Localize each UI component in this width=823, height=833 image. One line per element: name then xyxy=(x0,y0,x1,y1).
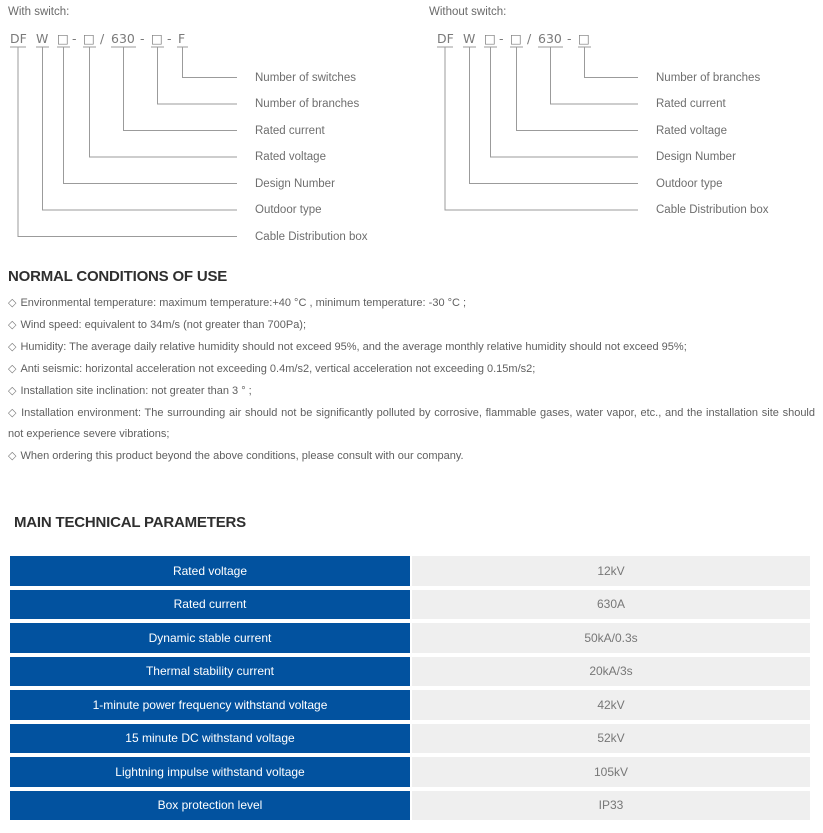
table-row xyxy=(10,590,810,620)
condition-item xyxy=(8,380,815,402)
param-name-cell: 1-minute power frequency withstand voltage xyxy=(10,690,410,720)
table-row xyxy=(10,690,810,720)
diamond-bullet-icon: ◇ xyxy=(8,362,17,375)
param-value-cell: 630A xyxy=(412,590,810,620)
code-label: Rated current xyxy=(255,124,325,137)
code-label: Cable Distribution box xyxy=(656,204,769,216)
condition-text: Anti seismic: horizontal acceleration not exceeding 0.4m/s2, vertical acceleration not exceeding 0.15m/s2; xyxy=(20,363,536,375)
param-value-cell: 42kV xyxy=(412,690,810,720)
parameters-table xyxy=(10,556,810,824)
condition-item xyxy=(8,445,815,467)
condition-text: Installation environment: The surrounding air should not be significantly polluted by corrosive, flammable gases, water vapor, etc., and the installation site should not experience severe vibrations; xyxy=(8,407,815,440)
code-token: - xyxy=(567,31,572,46)
condition-text: When ordering this product beyond the above conditions, please consult with our company. xyxy=(20,450,464,462)
code-token: 630 xyxy=(538,31,562,46)
param-value-cell: 52kV xyxy=(412,724,810,754)
param-value-cell: 12kV xyxy=(412,556,810,586)
code-label: Design Number xyxy=(255,177,335,190)
code-label: Outdoor type xyxy=(656,177,723,190)
param-name-cell: Lightning impulse withstand voltage xyxy=(10,757,410,787)
diamond-bullet-icon: ◇ xyxy=(8,340,17,353)
code-token: / xyxy=(527,31,532,46)
param-name-cell: Thermal stability current xyxy=(10,657,410,687)
table-row xyxy=(10,791,810,821)
condition-item xyxy=(8,336,815,358)
param-name-cell: Dynamic stable current xyxy=(10,623,410,653)
code-placeholder-box: □ xyxy=(484,31,496,46)
param-name-cell: 15 minute DC withstand voltage xyxy=(10,724,410,754)
code-token: DF xyxy=(437,31,454,46)
code-label: Design Number xyxy=(656,151,736,163)
section-heading-normal-conditions: NORMAL CONDITIONS OF USE xyxy=(8,268,228,285)
param-value-cell: 105kV xyxy=(412,757,810,787)
code-placeholder-box: □ xyxy=(57,31,69,46)
table-row xyxy=(10,657,810,687)
code-placeholder-box: □ xyxy=(83,31,95,46)
code-placeholder-box: □ xyxy=(151,31,163,46)
condition-text: Wind speed: equivalent to 34m/s (not greater than 700Pa); xyxy=(20,319,307,331)
param-name-cell: Rated voltage xyxy=(10,556,410,586)
param-name-cell: Box protection level xyxy=(10,791,410,821)
code-placeholder-box: □ xyxy=(510,31,522,46)
code-label: Number of branches xyxy=(255,98,360,110)
code-label: Outdoor type xyxy=(255,204,322,216)
table-row xyxy=(10,623,810,653)
code-token: DF xyxy=(10,31,27,46)
code-label: Rated voltage xyxy=(656,124,727,137)
code-placeholder-box: □ xyxy=(578,31,590,46)
param-name-cell: Rated current xyxy=(10,590,410,620)
condition-text: Humidity: The average daily relative humidity should not exceed 95%, and the average monthly relative humidity should not exceed 95%; xyxy=(20,341,687,353)
conditions-list xyxy=(8,292,815,467)
code-label: Rated voltage xyxy=(255,151,326,163)
table-row xyxy=(10,757,810,787)
diamond-bullet-icon: ◇ xyxy=(8,406,18,419)
code-token: / xyxy=(100,31,105,46)
param-value-cell: IP33 xyxy=(412,791,810,821)
table-row xyxy=(10,556,810,586)
param-value-cell: 50kA/0.3s xyxy=(412,623,810,653)
code-token: W xyxy=(36,31,49,46)
condition-item xyxy=(8,314,815,336)
diagram-title: With switch: xyxy=(8,6,70,18)
diamond-bullet-icon: ◇ xyxy=(8,384,17,397)
condition-item xyxy=(8,358,815,380)
code-label: Number of switches xyxy=(255,71,356,84)
condition-item xyxy=(8,402,815,445)
code-token: - xyxy=(167,31,172,46)
diagram-title: Without switch: xyxy=(429,6,507,18)
code-label: Number of branches xyxy=(656,71,761,84)
table-row xyxy=(10,724,810,754)
code-token: - xyxy=(72,31,77,46)
code-token: F xyxy=(178,31,186,46)
section-heading-main-parameters: MAIN TECHNICAL PARAMETERS xyxy=(14,514,246,531)
code-token: W xyxy=(463,31,476,46)
param-value-cell: 20kA/3s xyxy=(412,657,810,687)
condition-text: Environmental temperature: maximum temperature:+40 °C , minimum temperature: -30 °C ; xyxy=(20,297,467,309)
code-label: Rated current xyxy=(656,98,726,110)
code-token: - xyxy=(499,31,504,46)
diamond-bullet-icon: ◇ xyxy=(8,318,17,331)
code-token: 630 xyxy=(111,31,135,46)
diamond-bullet-icon: ◇ xyxy=(8,449,17,462)
condition-text: Installation site inclination: not greater than 3 ° ; xyxy=(20,385,252,397)
code-token: - xyxy=(140,31,145,46)
code-label: Cable Distribution box xyxy=(255,230,368,243)
diamond-bullet-icon: ◇ xyxy=(8,296,17,309)
condition-item xyxy=(8,292,815,314)
